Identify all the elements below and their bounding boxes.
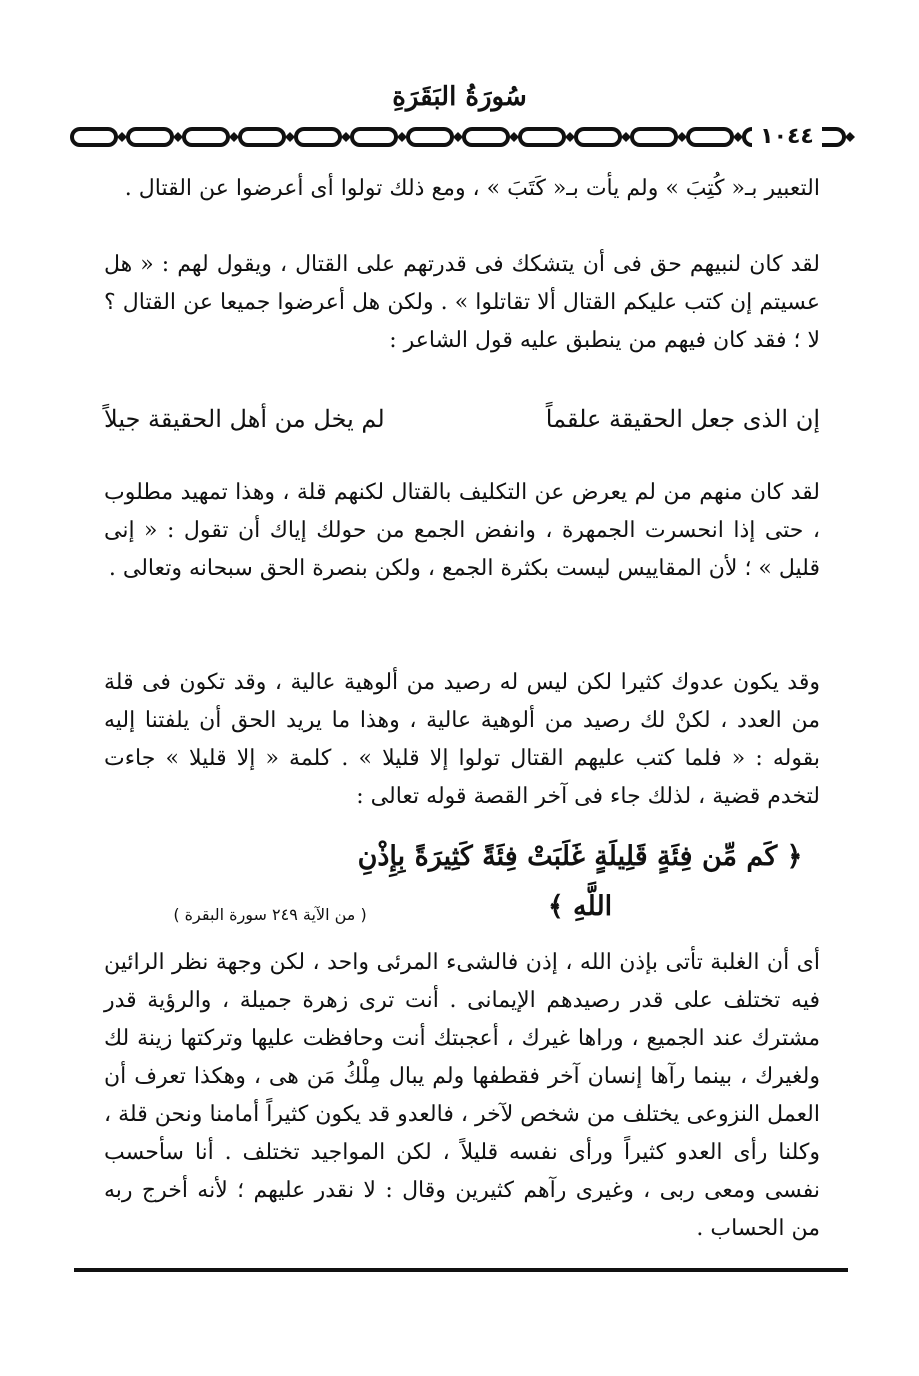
- paragraph-2: لقد كان لنبيهم حق فى أن يتشكك فى قدرتهم على القتال ، ويقول لهم : « هل عسيتم إن كتب عليكم القتال ألا تقاتلوا » . ولكن هل أعرضوا جميعا عن القتال ؟ لا ؛ فقد كان فيهم من ينطبق عليه قول الشاعر :: [104, 252, 820, 353]
- page-number: ١٠٤٤: [752, 120, 822, 154]
- ornament-diamond: [565, 132, 575, 142]
- ornament-link: [408, 129, 452, 145]
- ornament-diamond: [229, 132, 239, 142]
- ornament-diamond: [397, 132, 407, 142]
- ornament-link: [576, 129, 620, 145]
- ornament-diamond: [341, 132, 351, 142]
- paragraph-3: لقد كان منهم من لم يعرض عن التكليف بالقتال لكنهم قلة ، وهذا تمهيد مطلوب ، حتى إذا انحسرت الجمهرة ، وانفض الجمع من حولك إياك أن تقول : « إنى قليل » ؛ لأن المقاييس ليست بكثرة الجمع ، ولكن بنصرة الحق سبحانه وتعالى .: [104, 480, 820, 581]
- ornamental-border: [70, 120, 860, 154]
- ornament-diamond: [117, 132, 127, 142]
- ornament-diamond: [173, 132, 183, 142]
- paragraph-1: التعبير بـ« كُتِبَ » ولم يأت بـ« كَتَبَ » ، ومع ذلك تولوا أى أعرضوا عن القتال .: [124, 176, 820, 201]
- paragraph-5: أى أن الغلبة تأتى بإذن الله ، إذن فالشىء المرئى واحد ، لكن وجهة نظر الرائين فيه تختلف على قدر رصيدهم الإيمانى . أنت ترى زهرة جميلة ، والرؤية قدر مشترك عند الجميع ، وراها غيرك ، أعجبتك أنت وحافظت عليها وتركتها زينة لك ولغيرك ، بينما رآها إنسان آخر فقطفها ولم يبال مِلْكُ مَن هى ، وهكذا تعرف أن العمل النزوعى يختلف من شخص لآخر ، فالعدو قد يكون كثيراً أمامنا ونحن قلة ، وكلنا رأى العدو كثيراً ورأى نفسه قليلاً ، لكن المواجيد تختلف . أنا سأحسب نفسى ومعى ربى ، وغيرى رآهم كثيرين وقال : لا نقدر عليهم ؛ لأنه أخرج ربه من الحساب .: [104, 950, 820, 1241]
- ornament-link: [184, 129, 228, 145]
- ornament-diamond: [621, 132, 631, 142]
- verse-reference: ( من الآية ٢٤٩ سورة البقرة ): [173, 905, 367, 924]
- ornament-link: [240, 129, 284, 145]
- ornament-diamond: [845, 132, 855, 142]
- ornament-link: [296, 129, 340, 145]
- quran-verse: ﴿ كَم مِّن فِئَةٍ قَلِيلَةٍ غَلَبَتْ فِئَةً كَثِيرَةً بِإِذْنِ اللَّهِ ﴾: [357, 841, 803, 922]
- ornament-link: [128, 129, 172, 145]
- poem-hemistich-second: لم يخل من أهل الحقيقة جيلاً: [104, 405, 385, 433]
- ornament-diamond: [733, 132, 743, 142]
- ornament-link: [72, 129, 116, 145]
- surah-title: سُورَةُ البَقَرَةِ: [392, 82, 527, 112]
- paragraph-4: وقد يكون عدوك كثيرا لكن ليس له رصيد من ألوهية عالية ، وقد تكون فى قلة من العدد ، لكنْ لك رصيد من ألوهية عالية ، وهذا ما يريد الحق أن يلفتنا إليه بقوله : « فلما كتب عليهم القتال تولوا إلا قليلا » . كلمة « إلا قليلا » جاءت لتخدم قضية ، لذلك جاء فى آخر القصة قوله تعالى :: [104, 670, 820, 809]
- ornament-link: [688, 129, 732, 145]
- ornament-link: [632, 129, 676, 145]
- footer-rule: [74, 1268, 848, 1272]
- ornament-link: [352, 129, 396, 145]
- ornament-diamond: [509, 132, 519, 142]
- ornament-diamond: [677, 132, 687, 142]
- ornament-diamond: [453, 132, 463, 142]
- ornament-diamond: [285, 132, 295, 142]
- ornament-link: [520, 129, 564, 145]
- ornament-link: [464, 129, 508, 145]
- poem-hemistich-first: إن الذى جعل الحقيقة علقماً: [545, 405, 820, 433]
